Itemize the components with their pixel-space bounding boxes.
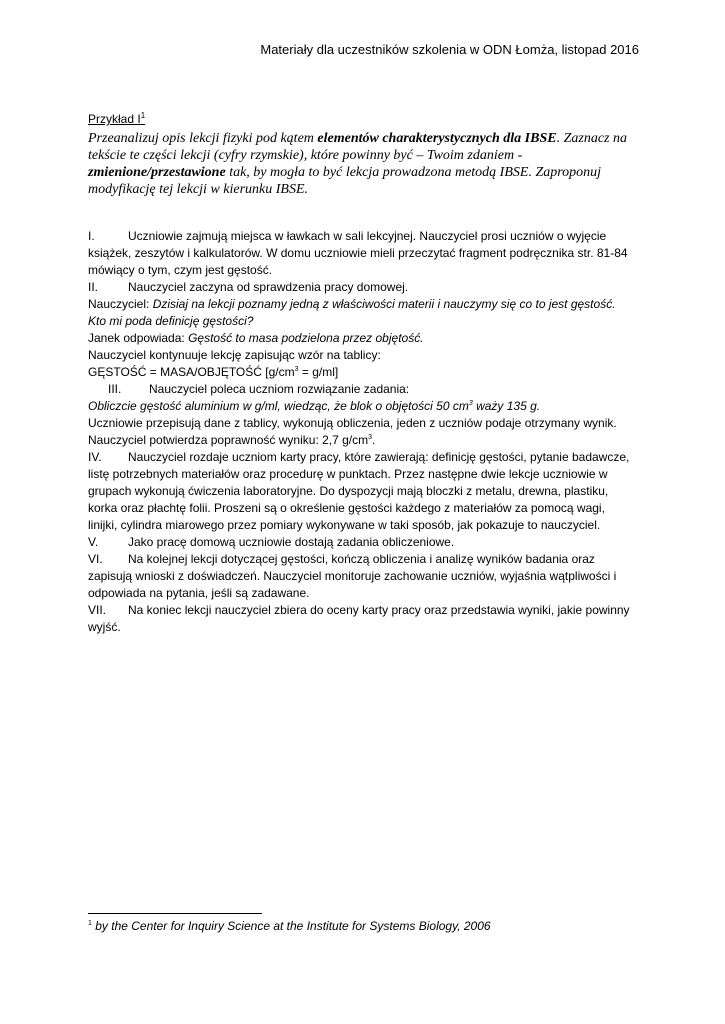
formula-text: GĘSTOŚĆ = MASA/OBJĘTOŚĆ [g/cm xyxy=(88,365,295,379)
teacher-quote: Dzisiaj na lekcji poznamy jedną z właściwości materii i nauczymy się co to jest gęstość. Kto mi poda definicję gęstości? xyxy=(88,297,616,328)
footnote-mark: 1 xyxy=(88,920,92,927)
student-quote: Gęstość to masa podzielona przez objętość. xyxy=(188,331,424,345)
section-text: Nauczyciel poleca uczniom rozwiązanie zadania: xyxy=(149,382,410,396)
task-instructions xyxy=(88,130,633,198)
section-text: Nauczyciel rozdaje uczniom karty pracy, które zawierają: definicję gęstości, pytanie badawcze, listę potrzebnych materiałów oraz procedurę w punktach. Przez następne dwie lekcje uczniowie w grupach wykonują ćwiczenia laboratoryjne. Do dyspozycji mają bloczki z metalu, drewna, plastiku, korka oraz płachtę folii. Proszeni są o określenie gęstości każdego z materiałów za pomocą wagi, linijki, cylindra miarowego przez pomiary wykonywane w taki sposób, jak pokazuje to nauczyciel. xyxy=(88,450,630,532)
teacher-line xyxy=(88,296,636,330)
section-number: V. xyxy=(88,535,99,549)
task-exponent: 3 xyxy=(468,400,473,407)
example-title-text: Przykład I xyxy=(88,112,141,126)
instructions-emphasis: zmienione/przestawione xyxy=(88,165,226,180)
lesson-section-6 xyxy=(88,551,636,602)
example-title xyxy=(88,112,145,126)
instructions-emphasis: elementów charakterystycznych dla IBSE xyxy=(317,131,557,146)
lesson-section-7 xyxy=(88,602,636,636)
section-text: Na kolejnej lekcji dotyczącej gęstości, kończą obliczenia i analizę wyników badania oraz zapisują wnioski z doświadczeń. Nauczyciel monitoruje zachowanie uczniów, wyjaśnia wątpliwości i odpowiada na pytania, jeśli są zadawane. xyxy=(88,552,617,600)
page-header: Materiały dla uczestników szkolenia w ODN Łomża, listopad 2016 xyxy=(260,42,639,57)
section-number: VII. xyxy=(88,603,107,617)
lesson-description xyxy=(88,228,636,636)
footnote-reference: 1 xyxy=(140,111,146,120)
section-text: Nauczyciel zaczyna od sprawdzenia pracy domowej. xyxy=(128,280,409,294)
section-number: III. xyxy=(108,382,122,396)
section-text: Uczniowie zajmują miejsca w ławkach w sali lekcyjnej. Nauczyciel prosi uczniów o wyjęcie książek, zeszytów i kalkulatorów. W domu uczniowie mieli przeczytać fragment podręcznika str. 81-84 mówiący o tym, czym jest gęstość. xyxy=(88,229,628,277)
formula-text: = g/ml] xyxy=(298,365,339,379)
task-text: waży 135 g. xyxy=(472,399,541,413)
lesson-section-1 xyxy=(88,228,636,279)
task-text: Obliczcie gęstość aluminium w g/ml, wiedząc, że blok o objętości 50 cm xyxy=(88,399,469,413)
speaker-label: Janek odpowiada: xyxy=(88,331,189,345)
section-number: I. xyxy=(88,229,95,243)
continue-line: Nauczyciel kontynuuje lekcję zapisując wzór na tablicy: xyxy=(88,348,381,362)
task-statement xyxy=(88,398,636,415)
section-number: VI. xyxy=(88,552,103,566)
footnote xyxy=(88,919,491,933)
section-text: Jako pracę domową uczniowie dostają zadania obliczeniowe. xyxy=(128,535,455,549)
instructions-text: tak, by mogła to być lekcja prowadzona metodą IBSE. Zaproponuj modyfikację tej lekcji w kierunku IBSE. xyxy=(88,165,602,197)
footnote-divider xyxy=(88,913,262,914)
footnote-text: by the Center for Inquiry Science at the Institute for Systems Biology, 2006 xyxy=(91,919,491,933)
instructions-text: Przeanalizuj opis lekcji fizyki pod kątem xyxy=(88,131,318,146)
student-line xyxy=(88,330,636,347)
task-result xyxy=(88,415,636,449)
result-text: Uczniowie przepisują dane z tablicy, wykonują obliczenia, jeden z uczniów podaje otrzymany wynik. Nauczyciel potwierdza poprawność wyniku: 2,7 g/cm xyxy=(88,416,617,447)
speaker-label: Nauczyciel: xyxy=(88,297,153,311)
lesson-section-2 xyxy=(88,279,636,296)
result-exponent: 3 xyxy=(368,434,373,441)
lesson-section-5 xyxy=(88,534,636,551)
lesson-section-4 xyxy=(88,449,636,534)
formula-exponent: 3 xyxy=(294,366,299,373)
section-number: IV. xyxy=(88,450,102,464)
section-number: II. xyxy=(88,280,99,294)
lesson-section-3 xyxy=(88,381,636,398)
result-text: . xyxy=(372,433,376,447)
density-formula xyxy=(88,364,636,381)
instructions-text: . Zaznacz na tekście te części lekcji (cyfry rzymskie), które powinny być – Twoim zdaniem - xyxy=(88,131,627,163)
section-text: Na koniec lekcji nauczyciel zbiera do oceny karty pracy oraz przedstawia wyniki, jakie powinny wyjść. xyxy=(88,603,630,634)
